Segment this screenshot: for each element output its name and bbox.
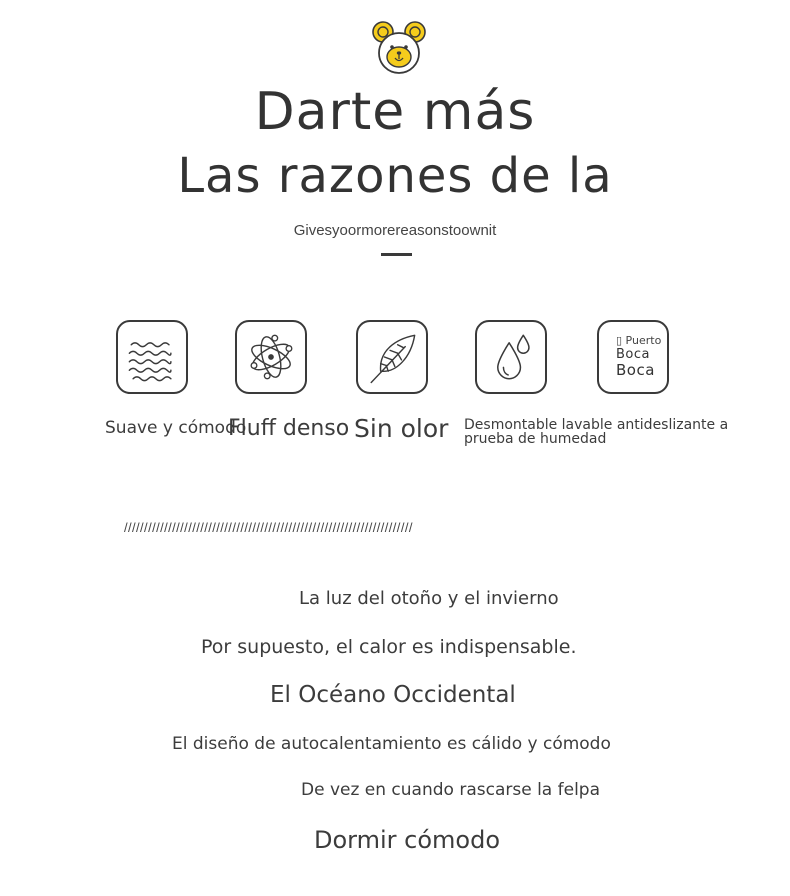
description-line: De vez en cuando rascarse la felpa	[301, 780, 601, 800]
description-line: El diseño de autocalentamiento es cálido y cómodo	[172, 734, 611, 754]
feature-label-washable: Desmontable lavable antideslizante a prueba de humedad	[464, 417, 729, 447]
waves-icon	[116, 320, 188, 394]
atom-icon	[235, 320, 307, 394]
description-line: Por supuesto, el calor es indispensable.	[201, 636, 577, 658]
title-divider	[381, 253, 412, 256]
feature-label-odorless: Sin olor	[354, 414, 449, 443]
box-text-line-1: ▯ Puerto	[616, 334, 662, 347]
slash-separator: ////////////////////////////////////////////////////////////////////////	[124, 520, 413, 535]
water-drops-icon	[475, 320, 547, 394]
description-line: El Océano Occidental	[270, 682, 516, 708]
feature-label-soft: Suave y cómodo	[105, 418, 247, 438]
box-text-line-3: Boca	[616, 361, 655, 379]
page-title: Darte más	[254, 82, 536, 142]
box-text-line-2: Boca	[616, 347, 650, 362]
feather-icon	[356, 320, 428, 394]
description-line: La luz del otoño y el invierno	[299, 588, 559, 609]
page-title-secondary: Las razones de la	[177, 148, 613, 204]
subtitle: Givesyoormorereasonstoownit	[293, 222, 497, 239]
description-line: Dormir cómodo	[314, 826, 501, 854]
bear-face-icon	[371, 20, 429, 76]
text-box	[597, 320, 669, 394]
feature-label-fluff: Fluff denso	[228, 416, 350, 441]
